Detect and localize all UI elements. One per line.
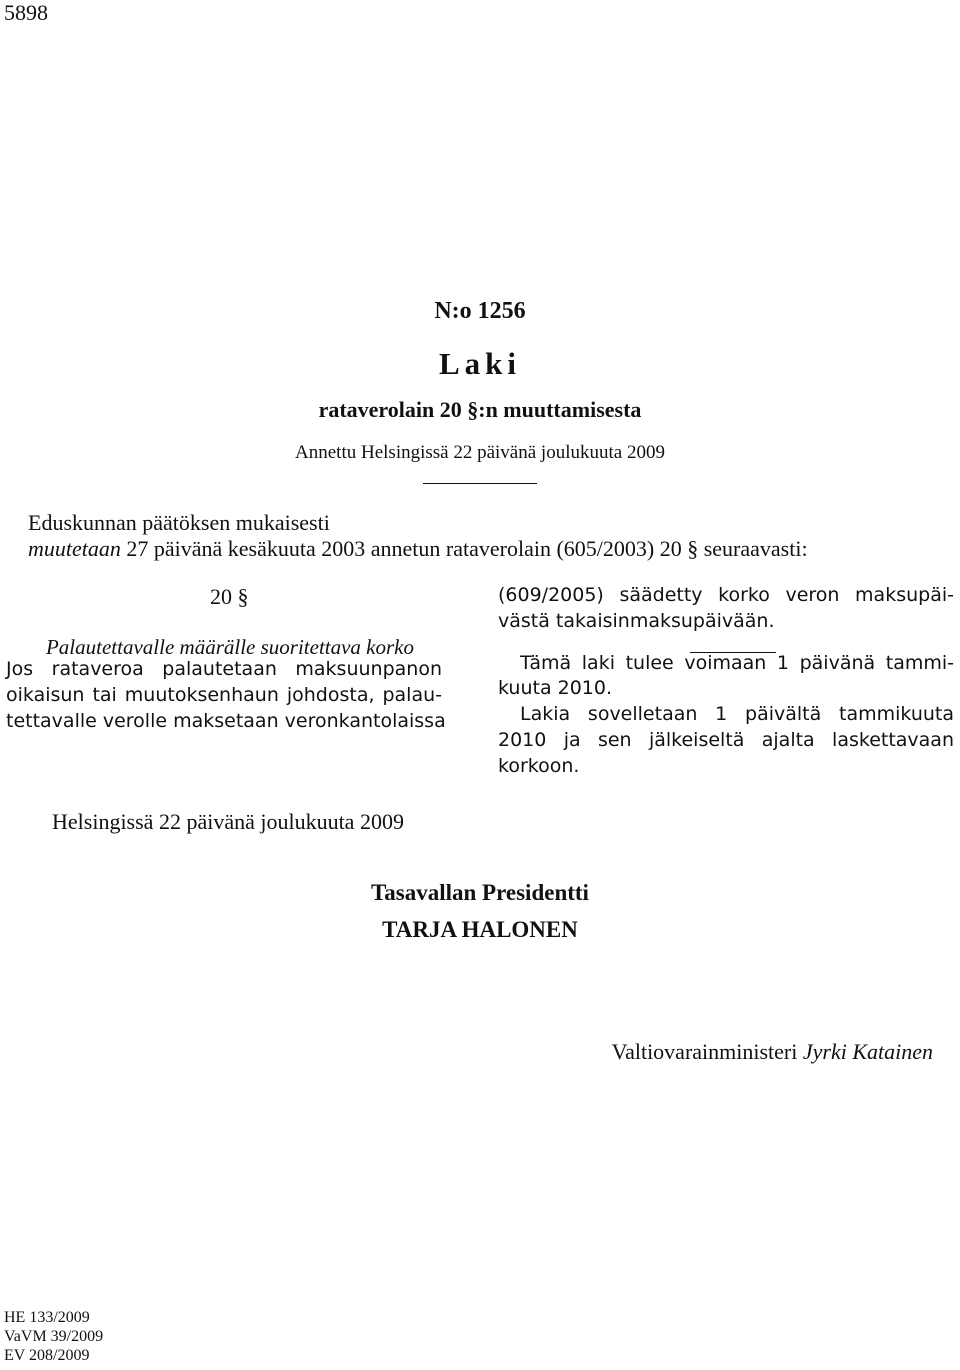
section-text-line: (609/2005) säädetty korko veron maksupäi- [498,584,954,606]
minister-signature [612,1039,933,1065]
president-title: Tasavallan Presidentti [371,880,589,905]
preamble-line-2 [28,536,808,562]
legislative-references [4,1308,103,1365]
reference-item: EV 208/2009 [4,1347,90,1364]
section-text-line: tettavalle verolle maksetaan veronkantolaissa [6,709,446,732]
document-title: rataverolain 20 §:n muuttamisesta [318,397,642,422]
preamble-text: 27 päivänä kesäkuuta 2003 annetun rataverolain (605/2003) 20 § seuraavasti: [120,536,808,561]
entry-into-force-line: kuuta 2010. [498,677,613,700]
president-name: TARJA HALONEN [382,917,578,942]
spacer [498,635,954,651]
minister-name: Jyrki Katainen [802,1039,933,1064]
section-divider [690,652,776,653]
preamble-line-1: Eduskunnan päätöksen mukaisesti [28,510,330,535]
section-text-left-column [6,657,446,734]
section-heading: Palautettavalle määrälle suoritettava korko [45,635,414,659]
title-divider [423,483,537,484]
reference-item: VaVM 39/2009 [4,1328,104,1345]
application-line: Lakia sovelletaan 1 päivältä tammikuuta [520,703,954,726]
document-type: Laki [438,346,522,381]
preamble-verb: muutetaan [28,536,121,561]
application-line: 2010 ja sen jälkeiseltä ajalta laskettavaan [498,728,954,751]
section-text-line: oikaisun tai muutoksenhaun johdosta, palau- [6,683,442,706]
section-text-line: västä takaisinmaksupäivään. [498,609,775,632]
section-text-right-column [498,583,954,780]
application-line: korkoon. [498,754,580,777]
place-and-date: Helsingissä 22 päivänä joulukuuta 2009 [52,809,404,834]
page-number: 5898 [4,0,48,25]
section-number: 20 § [210,584,249,609]
reference-item: HE 133/2009 [4,1309,90,1326]
section-text-line: Jos rataveroa palautetaan maksuunpanon [6,658,442,680]
document-number: N:o 1256 [434,298,526,324]
minister-title: Valtiovarainministeri [611,1039,798,1064]
entry-into-force-line: Tämä laki tulee voimaan 1 päivänä tammi- [520,651,954,674]
issued-date: Annettu Helsingissä 22 päivänä joulukuuta 2009 [295,442,665,463]
